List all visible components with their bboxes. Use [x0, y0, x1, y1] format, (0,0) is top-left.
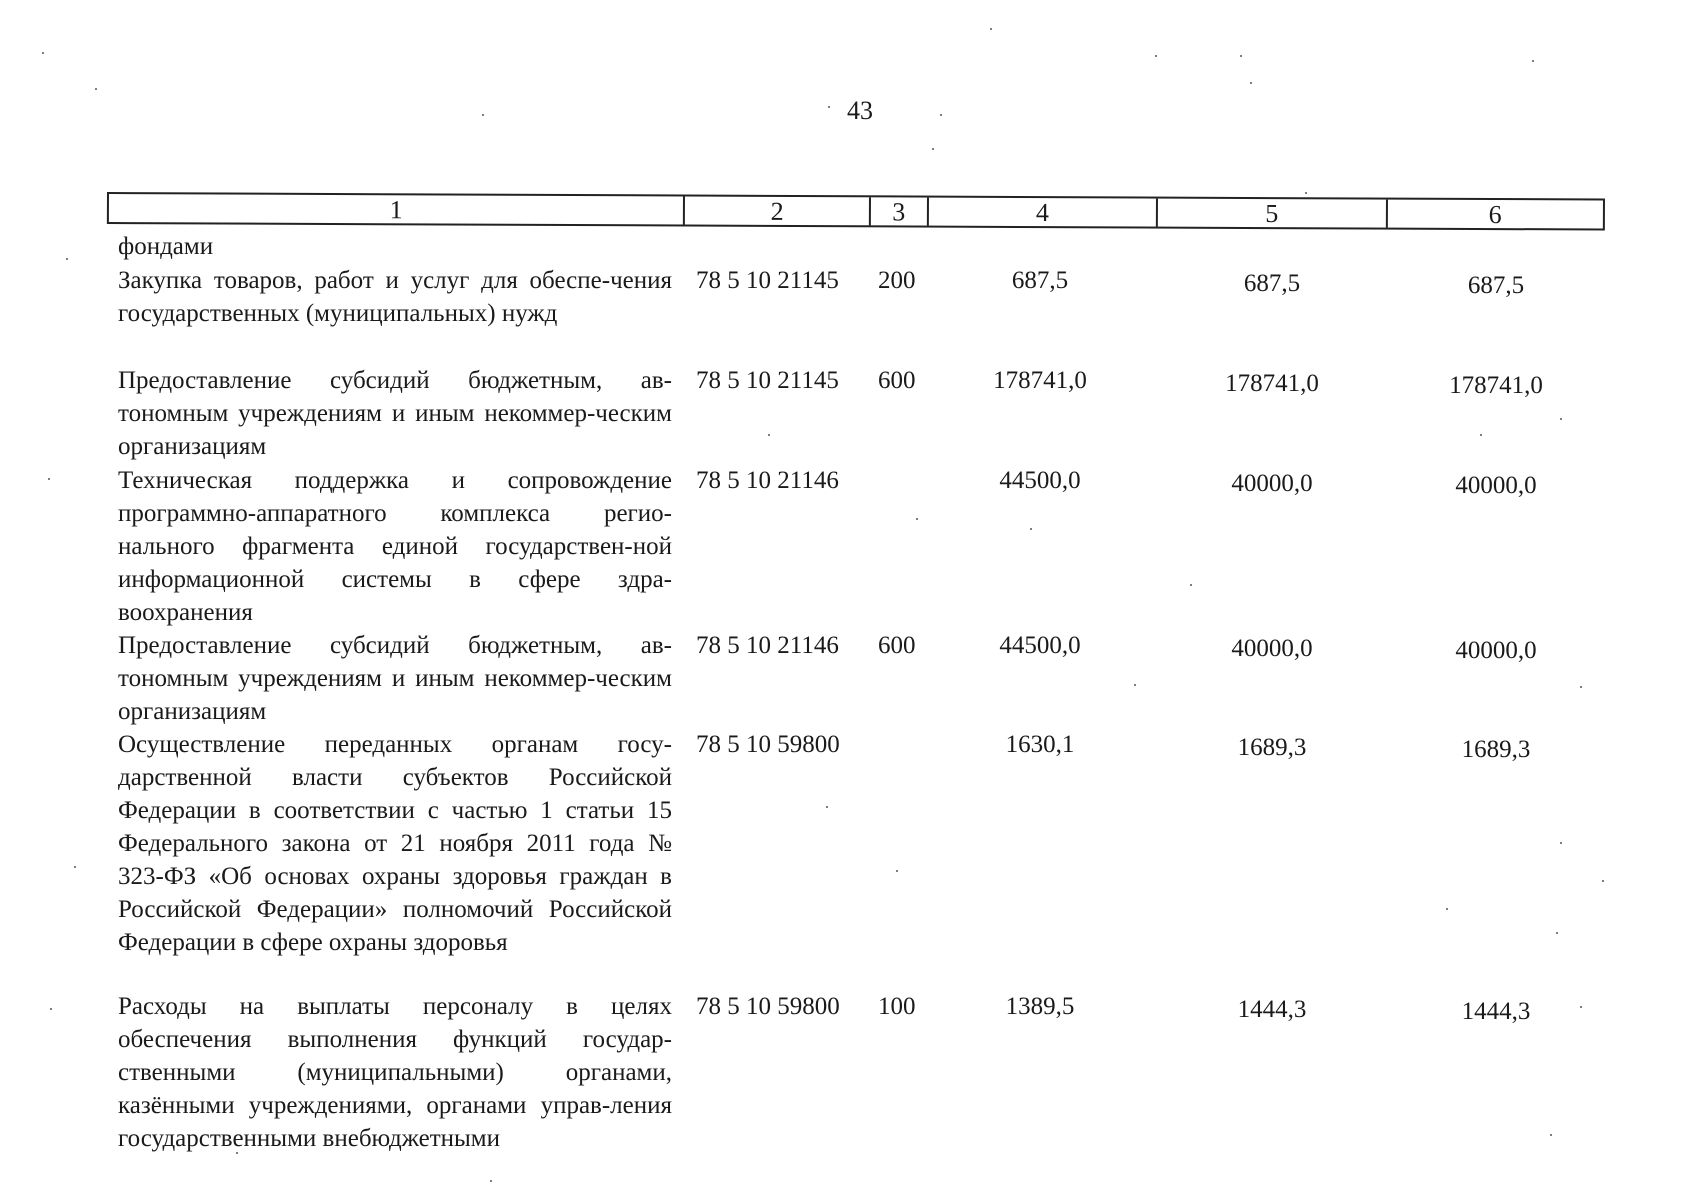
row-code: 78 5 10 21145 — [696, 367, 839, 394]
table-header — [107, 192, 1605, 231]
row-value-col4: 178741,0 — [993, 367, 1087, 394]
row-value-col5: 1689,3 — [1237, 734, 1307, 761]
row-value-col6: 40000,0 — [1455, 637, 1537, 664]
row-expense-type: 200 — [878, 267, 916, 294]
scan-speck — [768, 434, 770, 436]
scan-speck — [482, 114, 484, 116]
scan-speck — [1560, 842, 1562, 844]
row-description: Осуществление переданных органам госу-дарственной власти субъектов Российской Федерации в соответствии с частью 1 статьи 15 Федерального закона от 21 ноября 2011 года № 323-ФЗ «Об основах охраны здоровья граждан в Российской Федерации» полномочий Российской Федерации в сфере охраны здоровья — [118, 731, 672, 956]
row-description: Закупка товаров, работ и услуг для обеспе-чения государственных (муниципальных) нужд — [118, 267, 672, 327]
scan-speck — [95, 88, 97, 90]
row-value-col5: 1444,3 — [1237, 996, 1307, 1023]
page-number: 43 — [847, 96, 873, 125]
scan-speck — [1550, 1134, 1552, 1136]
row-code: 78 5 10 59800 — [696, 993, 840, 1020]
scan-speck — [1580, 686, 1582, 688]
scan-speck — [1030, 528, 1032, 530]
scan-speck — [1560, 418, 1562, 420]
row-value-col5: 178741,0 — [1225, 370, 1319, 397]
scan-speck — [1580, 1006, 1582, 1008]
row-code: 78 5 10 21146 — [696, 632, 839, 659]
header-col-2: 2 — [685, 197, 871, 226]
header-col-5: 5 — [1158, 199, 1388, 228]
row-expense-type: 600 — [878, 632, 916, 659]
row-value-col4: 44500,0 — [999, 467, 1081, 494]
row-value-col6: 1689,3 — [1461, 736, 1531, 763]
scan-speck — [48, 478, 50, 480]
scan-speck — [1155, 55, 1157, 57]
scan-speck — [826, 806, 828, 808]
row-value-col4: 1630,1 — [1005, 731, 1075, 758]
scan-speck — [1190, 584, 1192, 586]
row-value-col4: 1389,5 — [1005, 993, 1075, 1020]
row-value-col4: 44500,0 — [999, 632, 1081, 659]
row-expense-type: 100 — [878, 993, 916, 1020]
scan-speck — [1556, 932, 1558, 934]
scan-speck — [42, 52, 44, 54]
carryover-text: фондами — [118, 233, 214, 260]
scan-speck — [990, 28, 992, 30]
scan-speck — [490, 1180, 492, 1182]
row-value-col5: 40000,0 — [1231, 470, 1313, 497]
scan-speck — [1134, 684, 1136, 686]
header-col-4: 4 — [929, 198, 1159, 227]
row-value-col6: 687,5 — [1467, 272, 1525, 299]
header-col-6: 6 — [1488, 200, 1502, 230]
row-value-col6: 1444,3 — [1461, 998, 1531, 1025]
scan-speck — [1602, 880, 1604, 882]
scan-speck — [1240, 55, 1242, 57]
row-code: 78 5 10 21146 — [696, 467, 839, 494]
scan-speck — [828, 106, 830, 108]
scan-speck — [1305, 192, 1307, 194]
row-value-col5: 687,5 — [1243, 270, 1301, 297]
row-value-col5: 40000,0 — [1231, 635, 1313, 662]
scan-speck — [932, 148, 934, 150]
row-value-col6: 40000,0 — [1455, 472, 1537, 499]
scan-speck — [50, 1008, 52, 1010]
header-col-1: 1 — [109, 194, 686, 225]
scan-speck — [916, 518, 918, 520]
row-description: Предоставление субсидий бюджетным, ав-тономным учреждениям и иным некоммер-ческим организациям — [118, 632, 672, 725]
row-code: 78 5 10 59800 — [696, 731, 840, 758]
scan-speck — [1250, 82, 1252, 84]
row-value-col4: 687,5 — [1011, 267, 1069, 294]
scan-speck — [1480, 434, 1482, 436]
scan-speck — [66, 258, 68, 260]
row-expense-type: 600 — [878, 367, 916, 394]
scan-speck — [1446, 908, 1448, 910]
row-description: Техническая поддержка и сопровождение программно-аппаратного комплекса регио-нального фрагмента единой государствен-ной информационной системы в сфере здра-воохранения — [118, 467, 672, 626]
scan-speck — [896, 870, 898, 872]
row-value-col6: 178741,0 — [1449, 372, 1543, 399]
row-code: 78 5 10 21145 — [696, 267, 839, 294]
row-description: Предоставление субсидий бюджетным, ав-тономным учреждениям и иным некоммер-ческим организациям — [118, 367, 672, 460]
scan-speck — [236, 1152, 238, 1154]
scan-speck — [940, 114, 942, 116]
scan-speck — [1532, 60, 1534, 62]
header-col-3: 3 — [871, 197, 929, 225]
row-description: Расходы на выплаты персоналу в целях обеспечения выполнения функций государ-ственными (муниципальными) органами, казёнными учреждениями, органами управ-ления государственными внебюджетными — [118, 993, 672, 1152]
scan-speck — [74, 866, 76, 868]
